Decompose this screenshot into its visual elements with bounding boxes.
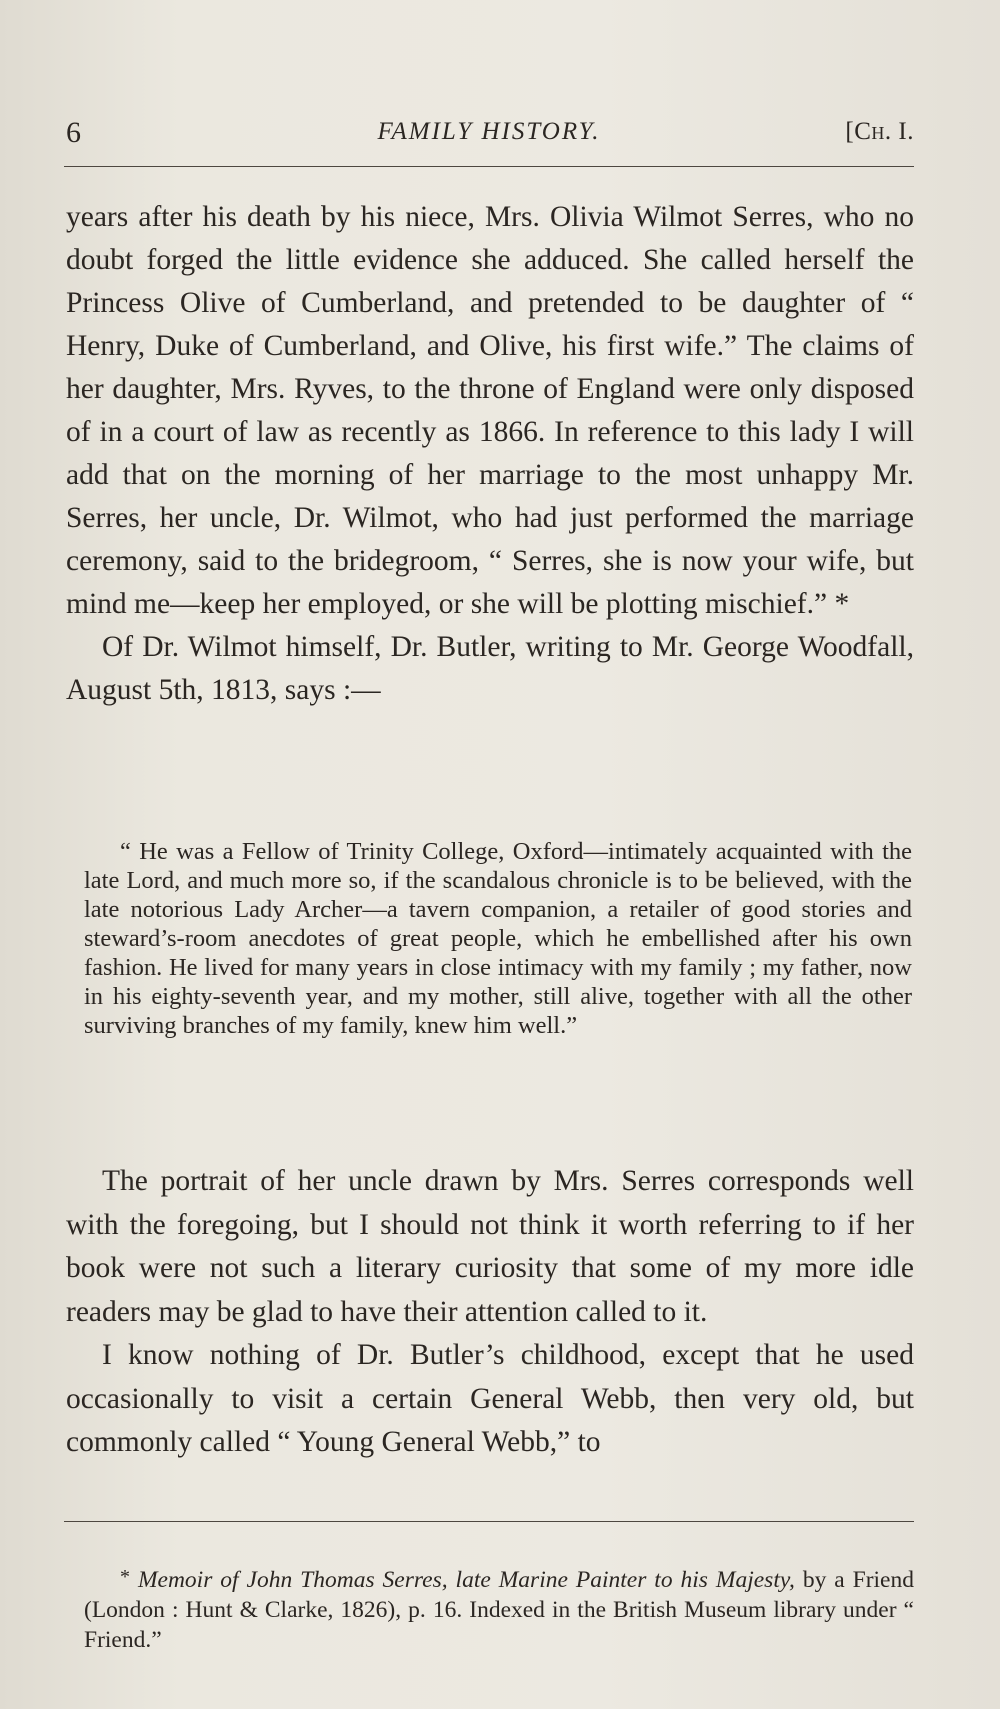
page-number: 6 [66,116,81,149]
header-rule [64,166,914,167]
running-title: FAMILY HISTORY. [377,118,601,145]
footnote-rule [64,1521,914,1522]
paragraph: I know nothing of Dr. Butler’s childhood, except that he used occasionally to visit a certain General Webb, then very old, but commonly called “ Young General Webb,” to [66,1339,914,1458]
page-header [64,116,914,156]
block-quote: “ He was a Fellow of Trinity College, Oxford—intimately acquainted with the late Lord, and much more so, if the scandalous chronicle is to be believed, with the late notorious Lady Archer—a tavern companion, a retailer of good stories and steward’s-room anecdotes of great people, which he embellished after his own fashion. He lived for many years in close intimacy with my family ; my father, now in his eighty-seventh year, and my mother, still alive, together with all the other surviving branches of my family, knew him well.” [84,838,912,1039]
paragraph: The portrait of her uncle drawn by Mrs. Serres corresponds well with the foregoing, but I should not think it worth referring to if her book were not such a literary curiosity that some of my more idle readers may be glad to have their attention called to it. [66,1165,914,1328]
footnote-title: Memoir of John Thomas Serres, late Marine Painter to his Majesty, [137,1567,795,1593]
footnote [84,1562,914,1655]
chapter-reference: [Ch. I. [845,118,914,145]
footnote-marker: * [120,1566,130,1588]
body-text-upper [66,196,914,712]
footnote-text: by a Friend (London : Hunt & Clarke, 1826), p. 16. Indexed in the British Museum library under “ Friend.” [84,1567,914,1653]
paragraph: Of Dr. Wilmot himself, Dr. Butler, writing to Mr. George Woodfall, August 5th, 1813, says :— [66,631,914,706]
paragraph: years after his death by his niece, Mrs. Olivia Wilmot Serres, who no doubt forged the little evidence she adduced. She called herself the Princess Olive of Cumberland, and pretended to be daughter of “ Henry, Duke of Cumberland, and Olive, his first wife.” The claims of her daughter, Mrs. Ryves, to the throne of England were only disposed of in a court of law as recently as 1866. In reference to this lady I will add that on the morning of her marriage to the most unhappy Mr. Serres, her uncle, Dr. Wilmot, who had just performed the marriage ceremony, said to the bridegroom, “ Serres, she is now your wife, but mind me—keep her employed, or she will be plotting mischief.” * [66,201,914,620]
body-text-lower [66,1160,914,1465]
